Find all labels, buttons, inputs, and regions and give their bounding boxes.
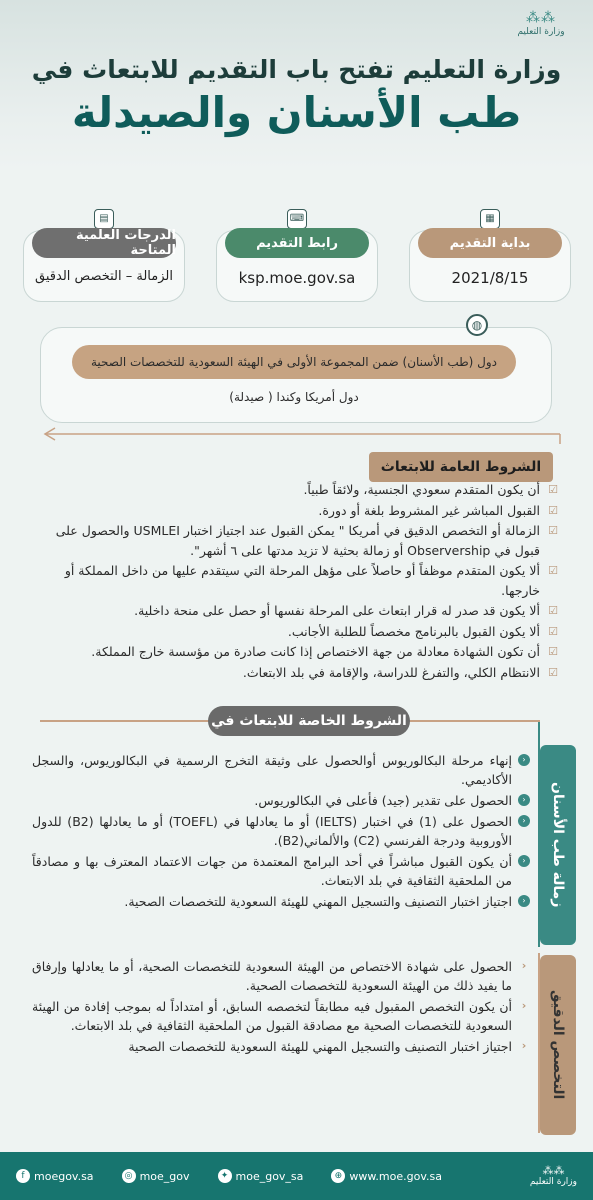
title-line2: طب الأسنان والصيدلة bbox=[71, 88, 522, 137]
list-item: ‹ الحصول على (1) في اختبار (IELTS) أو ما يعادلها في (TOEFL) أو ما يعادلها (B2) للدول الأوروبية ودرجة الفرنسي (C2) والألماني(B2). bbox=[32, 812, 530, 850]
list-item: ‹ الحصول على شهادة الاختصاص من الهيئة السعودية للتخصصات الصحية، أو ما يعادلها وإرفاق ما يفيد ذلك من الهيئة السعودية للتخصصات الصحية. bbox=[32, 957, 530, 995]
globe-icon: ⊕ bbox=[331, 1169, 345, 1183]
footer bbox=[0, 1152, 593, 1200]
start-date-value: 2021/8/15 bbox=[451, 269, 529, 287]
logo-mark-icon: ⁂⁂ bbox=[542, 1163, 565, 1177]
apply-link-card bbox=[216, 213, 378, 302]
apply-link-label: رابط التقديم bbox=[225, 228, 369, 258]
list-item: ‹ أن يكون القبول مباشراً في أحد البرامج المعتمدة من جهات الاعتماد المعترف بها و مصادقاً من الملحقية الثقافية في بلد الابتعاث. bbox=[32, 852, 530, 890]
chevron-left-icon: ‹ bbox=[518, 754, 530, 766]
chevron-left-icon: ‹ bbox=[521, 999, 527, 1012]
check-icon: ☑ bbox=[548, 604, 558, 617]
check-icon: ☑ bbox=[548, 503, 558, 517]
degrees-value: الزمالة – التخصص الدقيق bbox=[35, 269, 173, 284]
check-icon: ☑ bbox=[548, 665, 558, 679]
facebook-icon: f bbox=[16, 1169, 30, 1183]
apply-link-value[interactable]: ksp.moe.gov.sa bbox=[238, 269, 356, 287]
logo-mark-icon: ⁂⁂ bbox=[526, 10, 556, 26]
list-item: ‹ أن يكون التخصص المقبول فيه مطابقاً لتخصصه السابق، أو امتداداً له بموجب إفادة من الهيئة السعودية للتخصصات الصحية مع مصادقة القبول من الملحقية الثقافية في بلد الابتعاث. bbox=[32, 997, 530, 1035]
degrees-card bbox=[23, 213, 185, 302]
chevron-left-icon: ‹ bbox=[518, 794, 530, 806]
chevron-left-icon: ‹ bbox=[518, 895, 530, 907]
list-item: ‹ الحصول على تقدير (جيد) فأعلى في البكالوريوس. bbox=[32, 791, 530, 810]
general-conditions-title: الشروط العامة للابتعاث bbox=[369, 452, 553, 482]
chevron-left-icon: ‹ bbox=[521, 1039, 527, 1052]
subspecialty-conditions-list bbox=[32, 957, 530, 1058]
fellowship-conditions-list bbox=[32, 751, 530, 913]
logo-text: وزارة التعليم bbox=[517, 27, 565, 37]
footer-facebook[interactable]: f moegov.sa bbox=[16, 1169, 94, 1183]
keyboard-icon: ⌨ bbox=[287, 209, 307, 229]
footer-logo: ⁂⁂ وزارة التعليم bbox=[529, 1163, 577, 1187]
general-conditions-list bbox=[33, 480, 558, 683]
check-icon: ☑ bbox=[548, 564, 558, 577]
globe-icon: ◍ bbox=[466, 314, 488, 336]
start-date-card bbox=[409, 213, 571, 302]
degrees-label: الدرجات العلمية المتاحة bbox=[32, 228, 176, 258]
tab-dental-fellowship: زمالة طب الأسنان bbox=[540, 745, 576, 945]
list-item: ☑ أن يكون المتقدم سعودي الجنسية، ولائقاً طبياً. bbox=[33, 480, 558, 500]
countries-line2: دول أمريكا وكندا ( صيدلة) bbox=[229, 390, 359, 404]
instagram-icon: ◎ bbox=[122, 1169, 136, 1183]
list-item: ☑ الزمالة أو التخصص الدقيق في أمريكا " يمكن القبول عند اجتياز اختبار USMLEI والحصول على قبول في Observership أو زمالة بحثية لا تزيد مدتها على ٦ أشهر". bbox=[55, 523, 558, 558]
check-icon: ☑ bbox=[548, 483, 558, 496]
list-item: ‹ إنهاء مرحلة البكالوريوس أوالحصول على وثيقة التخرج الرسمية في البكالوريوس، والسجل الأكاديمي. bbox=[32, 751, 530, 789]
footer-instagram[interactable]: ◎ moe_gov bbox=[122, 1169, 190, 1183]
chevron-left-icon: ‹ bbox=[518, 855, 530, 867]
moe-logo bbox=[511, 10, 571, 46]
calendar-icon: ▦ bbox=[480, 209, 500, 229]
countries-line1: دول (طب الأسنان) ضمن المجموعة الأولى في الهيئة السعودية للتخصصات الصحية bbox=[72, 345, 516, 379]
arrow-divider bbox=[0, 424, 593, 444]
chevron-left-icon: ‹ bbox=[518, 815, 530, 827]
tab-subspecialty: التخصص الدقيق bbox=[540, 955, 576, 1135]
list-item: ☑ ألا يكون القبول بالبرنامج مخصصاً للطلبة الأجانب. bbox=[33, 622, 558, 642]
list-item: ☑ أن تكون الشهادة معادلة من جهة الاختصاص إذا كانت صادرة من مؤسسة خارج المملكة. bbox=[33, 642, 558, 662]
title-line1: وزارة التعليم تفتح باب التقديم للابتعاث في bbox=[31, 55, 562, 84]
special-conditions-title: الشروط الخاصة للابتعاث في bbox=[208, 706, 410, 736]
footer-website[interactable]: ⊕ www.moe.gov.sa bbox=[331, 1169, 442, 1183]
list-item: ☑ القبول المباشر غير المشروط بلغة أو دورة. bbox=[33, 501, 558, 521]
header-background bbox=[0, 0, 593, 170]
check-icon: ☑ bbox=[548, 624, 558, 638]
start-date-label: بداية التقديم bbox=[418, 228, 562, 258]
twitter-icon: ✦ bbox=[218, 1169, 232, 1183]
list-item: ☑ الانتظام الكلي، والتفرغ للدراسة، والإقامة في بلد الابتعاث. bbox=[33, 663, 558, 683]
list-item: ☑ ألا يكون قد صدر له قرار ابتعاث على المرحلة نفسها أو حصل على منحة داخلية. bbox=[33, 601, 558, 621]
chevron-left-icon: ‹ bbox=[521, 959, 527, 972]
check-icon: ☑ bbox=[548, 524, 558, 537]
check-icon: ☑ bbox=[548, 645, 558, 658]
footer-twitter[interactable]: ✦ moe_gov_sa bbox=[218, 1169, 304, 1183]
list-item: ‹ اجتياز اختبار التصنيف والتسجيل المهني للهيئة السعودية للتخصصات الصحية. bbox=[32, 892, 530, 911]
list-item: ☑ ألا يكون المتقدم موظفاً أو حاصلاً على مؤهل المرحلة التي سيتقدم عليها من داخل المملكة أو خارجها. bbox=[64, 563, 558, 598]
list-item: ‹ اجتياز اختبار التصنيف والتسجيل المهني للهيئة السعودية للتخصصات الصحية bbox=[32, 1037, 530, 1056]
certificate-icon: ▤ bbox=[94, 209, 114, 229]
